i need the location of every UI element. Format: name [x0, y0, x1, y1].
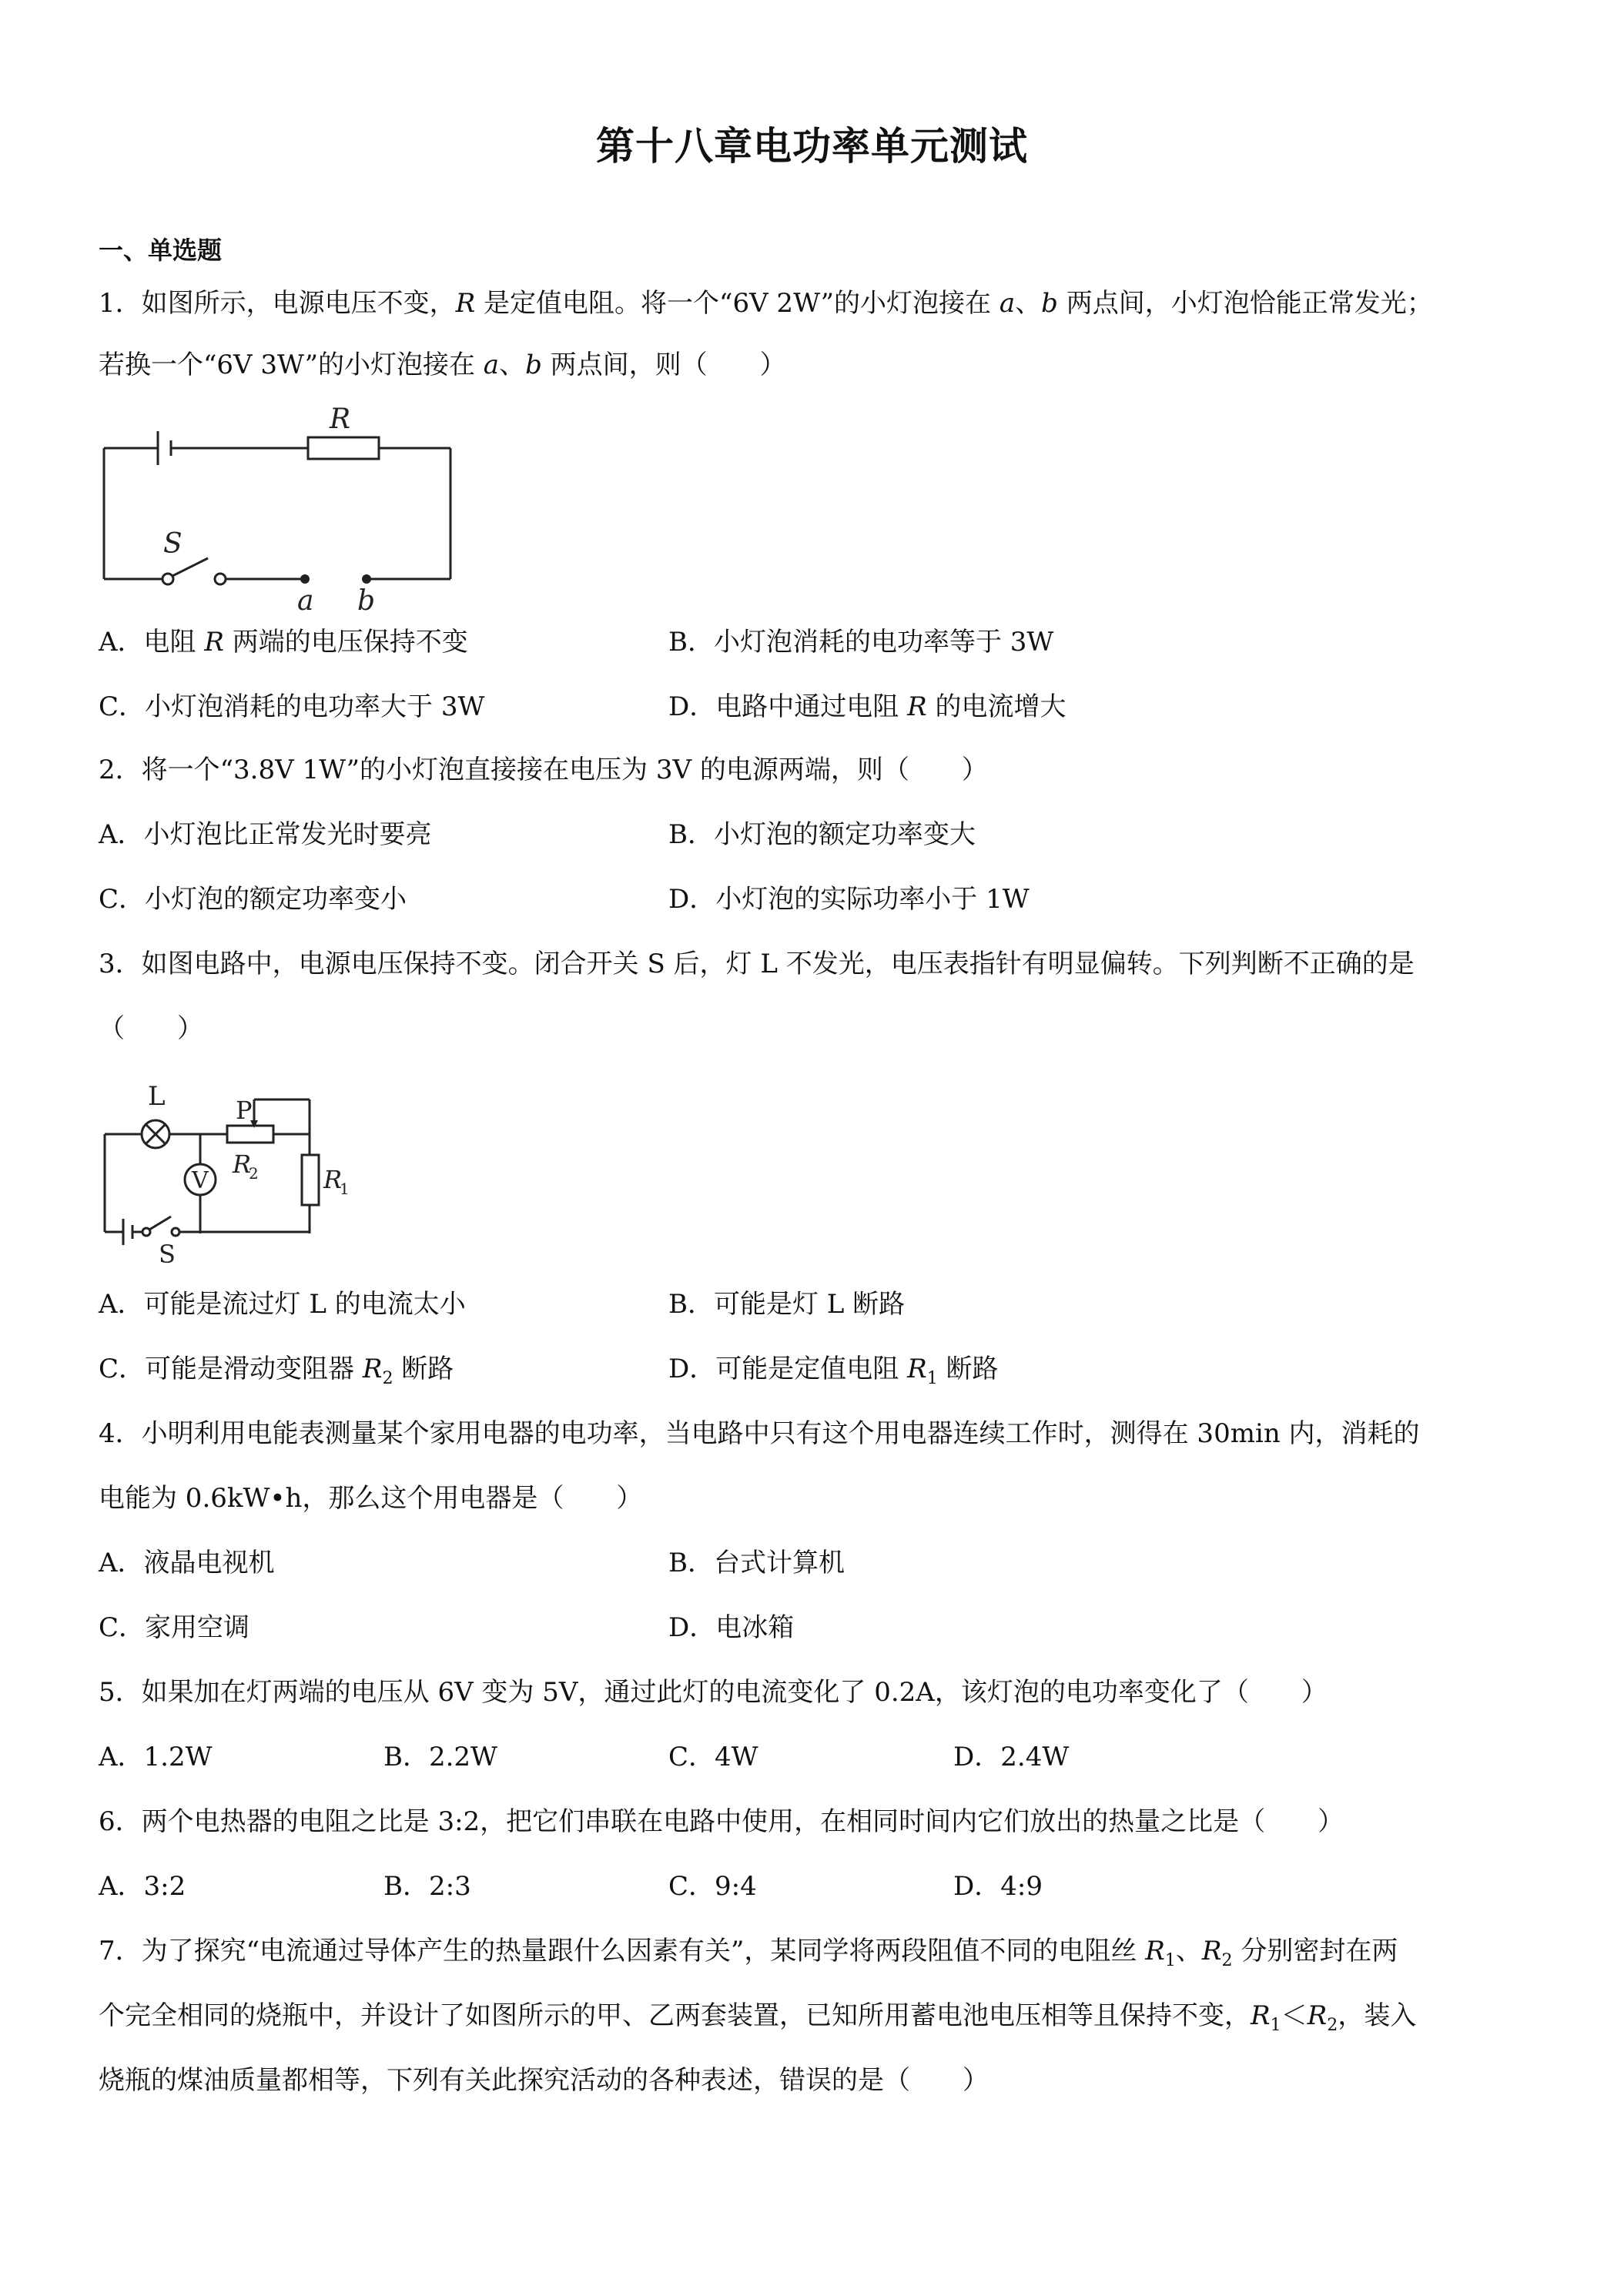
q7-text: ＜: [1281, 2000, 1308, 2031]
q4-option-a[interactable]: A．液晶电视机: [99, 1548, 275, 1578]
q6-option-c[interactable]: C．9:4: [668, 1871, 757, 1902]
q2-option-d[interactable]: D．小灯泡的实际功率小于 1W: [668, 884, 1030, 915]
q2-option-a[interactable]: A．小灯泡比正常发光时要亮: [99, 819, 432, 850]
q7-stem-line3: 烧瓶的煤油质量都相等，下列有关此探究活动的各种表述，错误的是（ ）: [99, 2065, 989, 2096]
q3-label-s: S: [159, 1240, 176, 1269]
q1-text: 若换一个“6V 3W”的小灯泡接在: [99, 350, 484, 380]
q4-option-c[interactable]: C．家用空调: [99, 1612, 250, 1643]
q1-option-a-text: 两端的电压保持不变: [223, 627, 468, 658]
q1-option-d-text: 的电流增大: [926, 691, 1066, 722]
q5-option-d[interactable]: D．2.4W: [953, 1742, 1070, 1772]
q1-text: 、: [1015, 288, 1042, 319]
q2-option-c[interactable]: C．小灯泡的额定功率变小: [99, 884, 407, 915]
q5-option-a[interactable]: A．1.2W: [99, 1742, 213, 1772]
q1-option-a-text: A．电阻: [99, 627, 205, 658]
q7-sub: 2: [1221, 1950, 1233, 1970]
q5-option-c[interactable]: C．4W: [668, 1742, 758, 1772]
q3-option-c-var: R: [362, 1354, 383, 1384]
q3-option-c[interactable]: [99, 1352, 454, 1395]
q7-text: ，装入: [1338, 2000, 1417, 2031]
q1-option-a[interactable]: [99, 625, 468, 659]
q4-option-d[interactable]: D．电冰箱: [668, 1612, 795, 1643]
q3-stem-line2: （ ）: [99, 1013, 203, 1044]
q3-option-d-sub: 1: [926, 1367, 938, 1388]
q1-var-a: a: [999, 288, 1016, 319]
q1-var-b: b: [525, 350, 542, 380]
q1-var-a: a: [483, 350, 500, 380]
q3-label-v: V: [192, 1167, 209, 1194]
q3-label-r2-sub: 2: [249, 1164, 259, 1183]
q4-option-b[interactable]: B．台式计算机: [668, 1548, 845, 1578]
q7-text: 个完全相同的烧瓶中，并设计了如图所示的甲、乙两套装置，已知所用蓄电池电压相等且保持不变，: [99, 2000, 1251, 2031]
q1-text: 、: [499, 350, 526, 380]
q7-stem-line1: [99, 1934, 1398, 1977]
q3-option-c-text: 断路: [393, 1354, 454, 1384]
q4-stem-line1: 4．小明利用电能表测量某个家用电器的电功率，当电路中只有这个用电器连续工作时，测得在 30min 内，消耗的: [99, 1418, 1420, 1449]
q7-stem-line2: [99, 1999, 1416, 2042]
q5-stem: 5．如果加在灯两端的电压从 6V 变为 5V，通过此灯的电流变化了 0.2A，该灯泡的电功率变化了（ ）: [99, 1677, 1328, 1708]
q1-circuit-diagram: [92, 400, 462, 616]
q1-option-d[interactable]: [668, 690, 1066, 724]
q1-label-b: b: [357, 585, 376, 616]
q6-option-b[interactable]: B．2:3: [383, 1871, 471, 1902]
q3-stem-line1: 3．如图电路中，电源电压保持不变。闭合开关 S 后，灯 L 不发光，电压表指针有明显偏转。下列判断不正确的是: [99, 949, 1415, 979]
q3-option-d-var: R: [907, 1354, 927, 1384]
q2-stem: 2．将一个“3.8V 1W”的小灯泡直接接在电压为 3V 的电源两端，则（ ）: [99, 755, 988, 785]
q3-option-d[interactable]: [668, 1352, 999, 1395]
q3-label-r1-sub: 1: [340, 1180, 350, 1198]
q3-option-d-text: D．可能是定值电阻: [668, 1354, 908, 1384]
q1-text: 两点间，则（ ）: [541, 350, 786, 380]
q3-option-d-text: 断路: [937, 1354, 999, 1384]
q1-text: 两点间，小灯泡恰能正常发光；: [1057, 288, 1433, 319]
q1-stem-line1: [99, 286, 1433, 320]
q1-option-b[interactable]: B．小灯泡消耗的电功率等于 3W: [668, 627, 1054, 658]
q1-label-r: R: [330, 403, 351, 435]
q1-text: 1．如图所示，电源电压不变，: [99, 288, 456, 319]
q7-sub: 2: [1327, 2014, 1338, 2035]
q3-circuit-diagram: [92, 1074, 370, 1282]
q4-stem-line2: 电能为 0.6kW•h，那么这个用电器是（ ）: [99, 1483, 643, 1514]
q3-label-r2: R: [233, 1150, 252, 1179]
q7-text: 、: [1175, 1936, 1202, 1966]
q3-label-p: P: [236, 1096, 253, 1125]
q7-var-r1: R: [1251, 2000, 1271, 2031]
q3-label-r1: R: [323, 1165, 343, 1194]
page-title: 第十八章电功率单元测试: [596, 124, 1028, 169]
q7-var-r2: R: [1201, 1936, 1222, 1966]
q1-option-a-var: R: [204, 627, 224, 658]
section-heading: 一、单选题: [99, 236, 223, 265]
q7-text: 分别密封在两: [1232, 1936, 1398, 1966]
q3-label-l: L: [148, 1081, 166, 1112]
q7-sub: 1: [1164, 1950, 1176, 1970]
q1-stem-line2: [99, 348, 786, 382]
q3-option-c-sub: 2: [382, 1367, 393, 1388]
q1-label-a: a: [297, 585, 314, 616]
q6-stem: 6．两个电热器的电阻之比是 3:2，把它们串联在电路中使用，在相同时间内它们放出的热量之比是（ ）: [99, 1806, 1344, 1837]
q7-var-r1: R: [1145, 1936, 1165, 1966]
q1-option-d-var: R: [907, 691, 927, 722]
q1-label-s: S: [163, 528, 182, 560]
q6-option-d[interactable]: D．4:9: [953, 1871, 1043, 1902]
q3-option-c-text: C．可能是滑动变阻器: [99, 1354, 363, 1384]
q6-option-a[interactable]: A．3:2: [99, 1871, 186, 1902]
q3-option-a[interactable]: A．可能是流过灯 L 的电流太小: [99, 1289, 466, 1320]
q2-option-b[interactable]: B．小灯泡的额定功率变大: [668, 819, 976, 850]
q1-option-c[interactable]: C．小灯泡消耗的电功率大于 3W: [99, 691, 485, 722]
q1-option-d-text: D．电路中通过电阻: [668, 691, 908, 722]
q1-text: 是定值电阻。将一个“6V 2W”的小灯泡接在: [475, 288, 1000, 319]
q7-text: 7．为了探究“电流通过导体产生的热量跟什么因素有关”，某同学将两段阻值不同的电阻丝: [99, 1936, 1146, 1966]
q1-var-r: R: [455, 288, 476, 319]
q1-var-b: b: [1041, 288, 1058, 319]
q7-var-r2: R: [1307, 2000, 1328, 2031]
q5-option-b[interactable]: B．2.2W: [383, 1742, 498, 1772]
q7-sub: 1: [1270, 2014, 1281, 2035]
q3-option-b[interactable]: B．可能是灯 L 断路: [668, 1289, 906, 1320]
